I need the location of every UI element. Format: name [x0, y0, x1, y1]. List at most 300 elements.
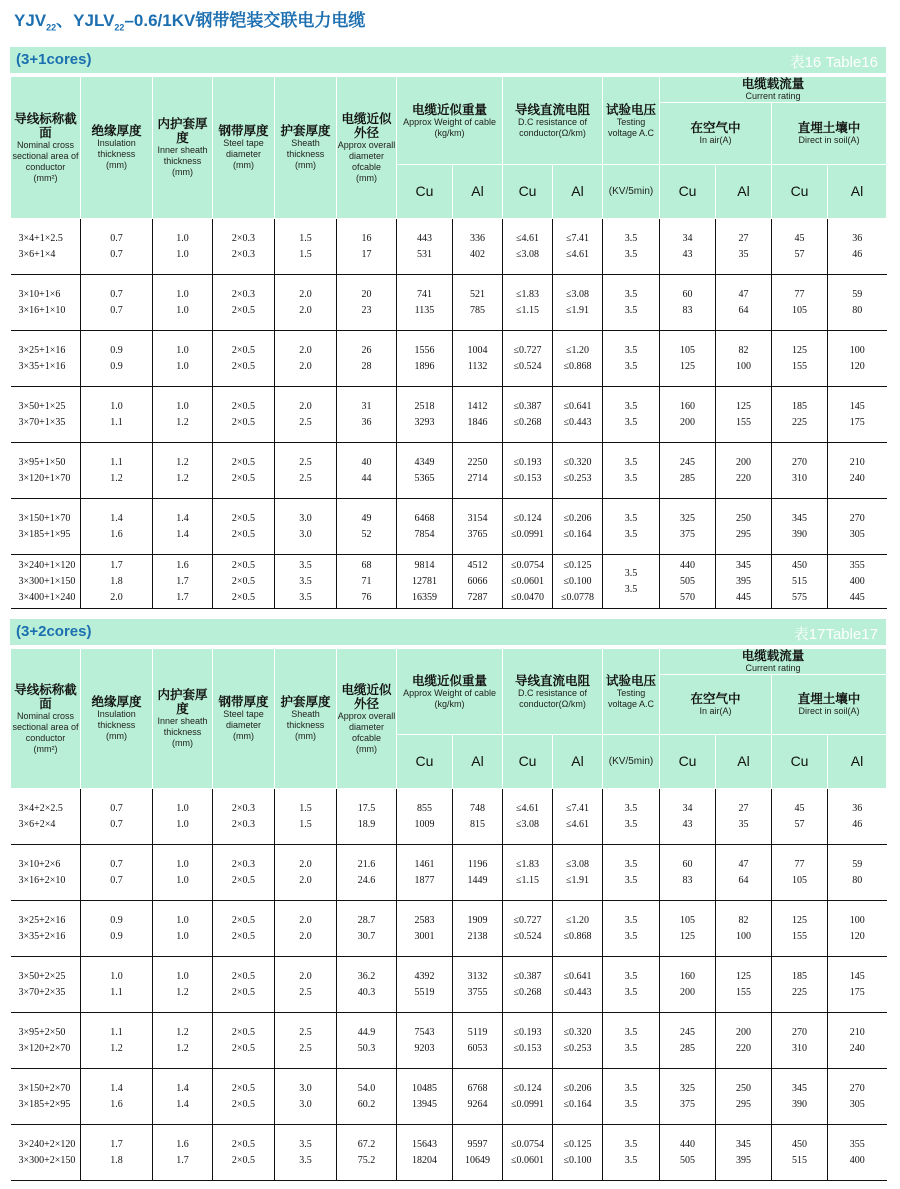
current-soil-cu-value: 125 — [792, 914, 808, 926]
test-voltage-value: 3.5 — [624, 970, 638, 982]
conductor-size-value: 3×50+2×25 — [18, 970, 66, 982]
sheath-thickness-value: 3.5 — [299, 575, 312, 587]
steel-tape-cell — [213, 845, 275, 901]
header-sheath-zh: 护套厚度 — [280, 695, 331, 709]
conductor-size-value: 3×4+2×2.5 — [18, 802, 63, 814]
steel-tape-value: 2×0.5 — [231, 1138, 256, 1150]
test-voltage-cell — [603, 555, 660, 609]
resistance-al-cell — [553, 219, 603, 275]
current-soil-al-value: 210 — [849, 456, 865, 468]
header-steel-tape-en: Steel tape diameter — [223, 709, 264, 730]
header-air-al: Al — [716, 735, 772, 789]
conductor-size-value: 3×95+2×50 — [18, 1026, 66, 1038]
weight-cu-value: 10485 — [412, 1082, 437, 1094]
table-row — [11, 1125, 887, 1181]
resistance-cu-cell — [503, 1013, 553, 1069]
overall-diameter-cell — [337, 219, 397, 275]
steel-tape-value: 2×0.5 — [231, 1098, 256, 1110]
current-air-al-value: 125 — [736, 970, 752, 982]
current-air-cu-value: 245 — [680, 456, 696, 468]
overall-diameter-cell — [337, 499, 397, 555]
resistance-al-value: ≤0.641 — [563, 400, 592, 412]
test-voltage-value: 3.5 — [624, 986, 638, 998]
steel-tape-value: 2×0.5 — [231, 1154, 256, 1166]
header-weight-en: Approx Weight of cable — [403, 116, 496, 127]
current-air-cu-value: 325 — [680, 1082, 696, 1094]
weight-cu-cell — [397, 275, 453, 331]
current-air-cu-cell — [660, 957, 716, 1013]
table-row — [11, 1013, 887, 1069]
page-title — [14, 6, 365, 32]
resistance-cu-cell — [503, 387, 553, 443]
insulation-thickness-value: 0.7 — [110, 232, 123, 244]
sheath-thickness-value: 2.0 — [299, 914, 312, 926]
current-soil-cu-cell — [772, 555, 828, 609]
resistance-cu-value: ≤0.0754 — [511, 559, 545, 571]
weight-al-value: 3765 — [467, 528, 488, 540]
weight-al-cell — [453, 443, 503, 499]
current-air-al-cell — [716, 443, 772, 499]
current-soil-cu-value: 105 — [792, 874, 808, 886]
steel-tape-cell — [213, 1125, 275, 1181]
resistance-cu-value: ≤0.727 — [513, 344, 542, 356]
weight-cu-value: 855 — [417, 802, 432, 814]
sheath-thickness-value: 3.5 — [299, 591, 312, 603]
header-in-soil-zh: 直埋土壤中 — [797, 692, 861, 706]
resistance-al-value: ≤0.100 — [563, 1154, 592, 1166]
conductor-size-value: 3×35+2×16 — [18, 930, 66, 942]
current-soil-al-cell — [828, 1125, 887, 1181]
test-voltage-cell — [603, 1013, 660, 1069]
inner-sheath-thickness-value: 1.6 — [176, 559, 189, 571]
overall-diameter-value: 18.9 — [357, 818, 376, 830]
weight-al-value: 6053 — [467, 1042, 488, 1054]
conductor-size-value: 3×10+2×6 — [18, 858, 61, 870]
overall-diameter-value: 23 — [361, 304, 372, 316]
overall-diameter-cell — [337, 1013, 397, 1069]
conductor-size-cell — [11, 219, 81, 275]
current-air-al-value: 27 — [738, 232, 749, 244]
inner-sheath-thickness-value: 1.0 — [176, 304, 189, 316]
header-in-air — [660, 103, 772, 165]
resistance-cu-value: ≤0.268 — [513, 986, 542, 998]
current-soil-al-value: 59 — [852, 288, 863, 300]
resistance-cu-value: ≤0.727 — [513, 914, 542, 926]
overall-diameter-cell — [337, 275, 397, 331]
weight-cu-value: 16359 — [412, 591, 437, 603]
resistance-al-value: ≤4.61 — [566, 818, 590, 830]
steel-tape-cell — [213, 555, 275, 609]
header-sheath-unit: (mm) — [295, 160, 316, 170]
sheath-thickness-value: 3.0 — [299, 1098, 312, 1110]
weight-al-value: 3755 — [467, 986, 488, 998]
inner-sheath-thickness-value: 1.2 — [176, 1042, 189, 1054]
resistance-al-value: ≤0.443 — [563, 416, 592, 428]
weight-cu-value: 1556 — [414, 344, 435, 356]
inner-sheath-thickness-value: 1.2 — [176, 986, 189, 998]
current-soil-cu-value: 270 — [792, 456, 808, 468]
resistance-cu-value: ≤4.61 — [516, 232, 540, 244]
weight-al-value: 402 — [470, 248, 485, 260]
header-resistance-cu: Cu — [503, 735, 553, 789]
header-steel-tape-unit: (mm) — [233, 731, 254, 741]
inner-sheath-thickness-value: 1.0 — [176, 858, 189, 870]
current-soil-al-value: 400 — [849, 1154, 865, 1166]
current-soil-cu-value: 515 — [792, 575, 808, 587]
resistance-cu-value: ≤1.15 — [516, 304, 540, 316]
header-weight-en: Approx Weight of cable — [403, 687, 496, 698]
overall-diameter-cell — [337, 957, 397, 1013]
current-air-cu-value: 570 — [680, 591, 696, 603]
weight-cu-cell — [397, 387, 453, 443]
header-diameter-en: Approx overall diameter ofcable — [337, 710, 396, 743]
conductor-size-value: 3×240+2×120 — [18, 1138, 76, 1150]
header-dc-resistance-en: D.C resistance of conductor(Ω/km) — [518, 116, 588, 138]
conductor-size-value: 3×185+1×95 — [18, 528, 71, 540]
current-air-cu-cell — [660, 499, 716, 555]
current-air-cu-value: 200 — [680, 416, 696, 428]
resistance-al-cell — [553, 957, 603, 1013]
resistance-al-value: ≤1.20 — [566, 914, 590, 926]
current-air-al-cell — [716, 1013, 772, 1069]
current-air-cu-value: 60 — [682, 858, 693, 870]
current-soil-al-value: 46 — [852, 818, 863, 830]
current-soil-al-value: 36 — [852, 232, 863, 244]
header-insulation-zh: 绝缘厚度 — [91, 124, 142, 138]
resistance-cu-cell — [503, 219, 553, 275]
header-inner-sheath-unit: (mm) — [172, 738, 193, 748]
header-steel-tape-zh: 钢带厚度 — [218, 124, 269, 138]
test-voltage-value: 3.5 — [624, 528, 638, 540]
resistance-cu-value: ≤0.0601 — [511, 1154, 545, 1166]
current-air-al-value: 295 — [736, 528, 752, 540]
overall-diameter-value: 68 — [361, 559, 372, 571]
steel-tape-value: 2×0.3 — [231, 232, 256, 244]
current-air-cu-value: 245 — [680, 1026, 696, 1038]
steel-tape-value: 2×0.5 — [231, 512, 256, 524]
current-air-al-value: 395 — [736, 575, 752, 587]
test-voltage-value: 3.5 — [624, 304, 638, 316]
header-inner-sheath-en: Inner sheath thickness — [157, 145, 208, 166]
current-soil-al-value: 445 — [849, 591, 865, 603]
insulation-thickness-value: 0.7 — [110, 802, 123, 814]
sheath-thickness-cell — [275, 331, 337, 387]
current-soil-al-value: 100 — [849, 914, 865, 926]
conductor-size-cell — [11, 331, 81, 387]
test-voltage-value: 3.5 — [624, 344, 638, 356]
test-voltage-value: 3.5 — [624, 874, 638, 886]
current-soil-al-cell — [828, 275, 887, 331]
resistance-cu-cell — [503, 789, 553, 845]
conductor-size-value: 3×70+1×35 — [18, 416, 66, 428]
resistance-al-cell — [553, 555, 603, 609]
current-air-al-cell — [716, 957, 772, 1013]
overall-diameter-value: 67.2 — [357, 1138, 376, 1150]
resistance-cu-cell — [503, 845, 553, 901]
resistance-cu-value: ≤0.524 — [513, 930, 542, 942]
insulation-thickness-value: 0.9 — [110, 930, 123, 942]
weight-cu-value: 7543 — [414, 1026, 435, 1038]
current-soil-cu-cell — [772, 1125, 828, 1181]
header-weight-unit: (kg/km) — [434, 698, 465, 709]
weight-al-cell — [453, 901, 503, 957]
weight-cu-value: 1877 — [414, 874, 435, 886]
weight-al-value: 1846 — [467, 416, 488, 428]
insulation-thickness-value: 0.7 — [110, 248, 123, 260]
title-model-b-sub: 22 — [114, 22, 125, 33]
resistance-al-cell — [553, 845, 603, 901]
header-in-soil-en: Direct in soil(A) — [798, 706, 860, 716]
table-row — [11, 1069, 887, 1125]
weight-al-value: 785 — [470, 304, 485, 316]
current-air-cu-cell — [660, 555, 716, 609]
weight-cu-cell — [397, 789, 453, 845]
sheath-thickness-value: 2.0 — [299, 304, 312, 316]
header-insulation-en: Insulation thickness — [97, 138, 136, 159]
inner-sheath-thickness-value: 1.7 — [176, 591, 189, 603]
header-air-cu: Cu — [660, 165, 716, 219]
sheath-thickness-value: 2.5 — [299, 416, 312, 428]
sheath-thickness-value: 2.5 — [299, 472, 312, 484]
table-row — [11, 219, 887, 275]
current-soil-al-value: 270 — [849, 1082, 865, 1094]
inner-sheath-thickness-value: 1.6 — [176, 1138, 189, 1150]
resistance-cu-cell — [503, 555, 553, 609]
header-conductor-zh: 导线标称截面 — [14, 111, 77, 140]
overall-diameter-value: 50.3 — [357, 1042, 376, 1054]
weight-al-value: 2250 — [467, 456, 488, 468]
steel-tape-value: 2×0.3 — [231, 248, 256, 260]
test-voltage-value: 3.5 — [624, 456, 638, 468]
weight-cu-value: 9814 — [414, 559, 435, 571]
header-weight-unit: (kg/km) — [434, 127, 465, 138]
test-voltage-value: 3.5 — [624, 360, 638, 372]
sheath-thickness-value: 3.0 — [299, 1082, 312, 1094]
sheath-thickness-value: 2.0 — [299, 858, 312, 870]
current-soil-cu-value: 155 — [792, 930, 808, 942]
steel-tape-value: 2×0.5 — [231, 400, 256, 412]
overall-diameter-value: 20 — [361, 288, 372, 300]
conductor-size-value: 3×4+1×2.5 — [18, 232, 63, 244]
steel-tape-value: 2×0.5 — [231, 304, 256, 316]
weight-cu-value: 2583 — [414, 914, 435, 926]
current-soil-cu-value: 125 — [792, 344, 808, 356]
insulation-thickness-value: 0.7 — [110, 818, 123, 830]
weight-al-value: 521 — [470, 288, 485, 300]
table-row — [11, 845, 887, 901]
current-soil-al-value: 355 — [849, 559, 865, 571]
insulation-thickness-value: 1.2 — [110, 1042, 123, 1054]
insulation-thickness-value: 0.9 — [110, 344, 123, 356]
current-soil-cu-value: 575 — [792, 591, 808, 603]
current-soil-al-value: 145 — [849, 970, 865, 982]
header-weight-zh: 电缆近似重量 — [412, 102, 488, 117]
resistance-cu-value: ≤0.0991 — [511, 528, 545, 540]
current-air-al-value: 200 — [736, 1026, 752, 1038]
current-soil-al-cell — [828, 1013, 887, 1069]
header-inner-sheath-en: Inner sheath thickness — [157, 716, 208, 737]
current-air-al-value: 64 — [738, 874, 749, 886]
resistance-cu-value: ≤1.83 — [516, 288, 540, 300]
weight-cu-value: 4349 — [414, 456, 435, 468]
current-soil-al-value: 305 — [849, 1098, 865, 1110]
conductor-size-value: 3×120+2×70 — [18, 1042, 71, 1054]
header-resistance-al: Al — [553, 735, 603, 789]
current-air-al-cell — [716, 845, 772, 901]
inner-sheath-thickness-cell — [153, 1125, 213, 1181]
resistance-al-cell — [553, 275, 603, 331]
conductor-size-cell — [11, 1125, 81, 1181]
inner-sheath-thickness-cell — [153, 275, 213, 331]
insulation-thickness-cell — [81, 1013, 153, 1069]
header-steel-tape — [213, 649, 275, 789]
test-voltage-cell — [603, 1069, 660, 1125]
header-inner-sheath — [153, 649, 213, 789]
steel-tape-value: 2×0.5 — [231, 986, 256, 998]
header-sheath — [275, 77, 337, 219]
test-voltage-value: 3.5 — [624, 914, 638, 926]
conductor-size-value: 3×35+1×16 — [18, 360, 66, 372]
test-voltage-value: 3.5 — [624, 248, 638, 260]
overall-diameter-value: 40 — [361, 456, 372, 468]
insulation-thickness-cell — [81, 275, 153, 331]
weight-cu-value: 4392 — [414, 970, 435, 982]
weight-al-value: 4512 — [467, 559, 488, 571]
resistance-al-value: ≤4.61 — [566, 248, 590, 260]
current-air-cu-value: 505 — [680, 575, 696, 587]
header-in-soil — [772, 675, 887, 735]
row-group — [11, 901, 887, 957]
current-soil-al-value: 240 — [849, 472, 865, 484]
current-soil-cu-value: 77 — [794, 288, 805, 300]
header-soil-cu: Cu — [772, 735, 828, 789]
resistance-al-value: ≤3.08 — [566, 858, 590, 870]
weight-al-value: 1004 — [467, 344, 488, 356]
sheath-thickness-value: 3.5 — [299, 1138, 312, 1150]
resistance-cu-value: ≤4.61 — [516, 802, 540, 814]
overall-diameter-value: 17.5 — [357, 802, 376, 814]
current-air-al-cell — [716, 219, 772, 275]
overall-diameter-value: 36.2 — [357, 970, 376, 982]
weight-cu-cell — [397, 499, 453, 555]
test-voltage-value: 3.5 — [624, 583, 638, 595]
current-soil-al-cell — [828, 555, 887, 609]
header-test-unit-text: (KV/5min) — [608, 186, 654, 197]
resistance-cu-value: ≤1.15 — [516, 874, 540, 886]
sheath-thickness-value: 3.5 — [299, 1154, 312, 1166]
sheath-thickness-value: 1.5 — [299, 248, 312, 260]
conductor-size-cell — [11, 845, 81, 901]
sheath-thickness-value: 1.5 — [299, 818, 312, 830]
weight-al-value: 2138 — [467, 930, 488, 942]
current-air-cu-cell — [660, 1013, 716, 1069]
header-test-voltage — [603, 77, 660, 165]
conductor-size-cell — [11, 957, 81, 1013]
overall-diameter-value: 28 — [361, 360, 372, 372]
conductor-size-value: 3×95+1×50 — [18, 456, 66, 468]
current-air-cu-value: 83 — [682, 874, 693, 886]
conductor-size-value: 3×6+2×4 — [18, 818, 56, 830]
sheath-thickness-cell — [275, 1013, 337, 1069]
current-air-cu-value: 200 — [680, 986, 696, 998]
test-voltage-cell — [603, 1125, 660, 1181]
current-soil-cu-value: 225 — [792, 986, 808, 998]
inner-sheath-thickness-value: 1.0 — [176, 400, 189, 412]
steel-tape-value: 2×0.5 — [231, 1082, 256, 1094]
steel-tape-cell — [213, 1069, 275, 1125]
insulation-thickness-value: 1.1 — [110, 456, 123, 468]
sheath-thickness-cell — [275, 1069, 337, 1125]
header-dc-resistance — [503, 77, 603, 165]
inner-sheath-thickness-cell — [153, 1069, 213, 1125]
weight-al-value: 3154 — [467, 512, 488, 524]
overall-diameter-cell — [337, 555, 397, 609]
current-air-al-value: 200 — [736, 456, 752, 468]
resistance-al-value: ≤0.125 — [563, 559, 592, 571]
inner-sheath-thickness-value: 1.0 — [176, 930, 189, 942]
resistance-cu-value: ≤0.124 — [513, 512, 542, 524]
weight-cu-cell — [397, 1013, 453, 1069]
conductor-size-value: 3×240+1×120 — [18, 559, 76, 571]
weight-cu-value: 7854 — [414, 528, 435, 540]
resistance-cu-value: ≤3.08 — [516, 248, 540, 260]
sheath-thickness-cell — [275, 387, 337, 443]
weight-al-cell — [453, 219, 503, 275]
header-sheath-en: Sheath thickness — [286, 709, 325, 730]
insulation-thickness-value: 1.4 — [110, 512, 123, 524]
resistance-cu-cell — [503, 1125, 553, 1181]
insulation-thickness-value: 1.8 — [110, 1154, 123, 1166]
spec-table-16 — [10, 76, 887, 609]
section-bar-table17 — [10, 619, 886, 645]
title-model-a: YJV — [14, 11, 47, 30]
resistance-cu-cell — [503, 957, 553, 1013]
steel-tape-value: 2×0.5 — [231, 1026, 256, 1038]
test-voltage-value: 3.5 — [624, 400, 638, 412]
steel-tape-value: 2×0.5 — [231, 970, 256, 982]
current-air-al-value: 295 — [736, 1098, 752, 1110]
conductor-size-cell — [11, 443, 81, 499]
inner-sheath-thickness-cell — [153, 331, 213, 387]
header-resistance-cu: Cu — [503, 165, 553, 219]
test-voltage-value: 3.5 — [624, 567, 638, 579]
current-soil-al-value: 100 — [849, 344, 865, 356]
insulation-thickness-value: 1.7 — [110, 559, 123, 571]
weight-al-value: 1909 — [467, 914, 488, 926]
current-soil-cu-value: 310 — [792, 1042, 808, 1054]
header-in-air-en: In air(A) — [699, 135, 732, 145]
current-air-al-cell — [716, 499, 772, 555]
row-group — [11, 789, 887, 845]
header-air-cu: Cu — [660, 735, 716, 789]
current-air-cu-cell — [660, 275, 716, 331]
weight-cu-value: 3293 — [414, 416, 435, 428]
inner-sheath-thickness-value: 1.2 — [176, 456, 189, 468]
resistance-al-cell — [553, 1013, 603, 1069]
overall-diameter-value: 60.2 — [357, 1098, 376, 1110]
conductor-size-value: 3×50+1×25 — [18, 400, 66, 412]
inner-sheath-thickness-cell — [153, 555, 213, 609]
row-group — [11, 845, 887, 901]
conductor-size-value: 3×150+2×70 — [18, 1082, 71, 1094]
weight-al-value: 1449 — [467, 874, 488, 886]
header-insulation — [81, 649, 153, 789]
weight-al-value: 748 — [470, 802, 485, 814]
steel-tape-value: 2×0.5 — [231, 472, 256, 484]
current-air-al-cell — [716, 1125, 772, 1181]
header-steel-tape-unit: (mm) — [233, 160, 254, 170]
steel-tape-value: 2×0.3 — [231, 858, 256, 870]
